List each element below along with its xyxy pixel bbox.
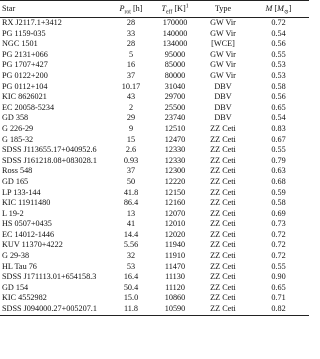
header-star: Star — [2, 3, 16, 13]
cell-rotation-period: 10.17 — [121, 81, 141, 91]
cell-effective-temperature: 12020 — [164, 229, 186, 239]
table-row — [0, 39, 309, 50]
header-effective-temperature: $T_{eff}$ $[K]^1$ — [161, 2, 189, 16]
cell-effective-temperature: 12300 — [164, 166, 186, 176]
cell-mass: 0.67 — [271, 134, 286, 144]
cell-rotation-period: 16.4 — [123, 272, 139, 282]
cell-mass: 0.72 — [271, 18, 286, 27]
cell-type: ZZ Ceti — [210, 282, 236, 292]
cell-effective-temperature: 11120 — [165, 282, 185, 292]
cell-rotation-period: 15 — [126, 134, 136, 144]
cell-effective-temperature: 11130 — [165, 272, 185, 282]
cell-effective-temperature: 12330 — [164, 155, 186, 165]
cell-effective-temperature: 12150 — [164, 187, 186, 197]
cell-type: ZZ Ceti — [210, 229, 236, 239]
table-row — [0, 230, 309, 241]
table-body — [0, 18, 309, 316]
cell-mass: 0.56 — [271, 39, 286, 49]
cell-type: ZZ Ceti — [210, 293, 236, 303]
cell-type: ZZ Ceti — [210, 134, 236, 144]
cell-rotation-period: 41 — [126, 219, 136, 229]
cell-rotation-period: 14.4 — [123, 229, 139, 239]
cell-star: PG 1159-035 — [2, 28, 46, 38]
table-row — [0, 29, 309, 40]
cell-effective-temperature: 11910 — [164, 251, 186, 261]
table-row — [0, 113, 309, 124]
cell-rotation-period: 53 — [126, 261, 136, 271]
cell-mass: 0.59 — [271, 187, 286, 197]
cell-star: HL Tau 76 — [2, 261, 37, 271]
cell-type: ZZ Ceti — [210, 208, 236, 218]
cell-star: SDSS J113655.17+040952.6 — [2, 145, 97, 155]
cell-star: G 226-29 — [2, 123, 34, 133]
cell-rotation-period: 29 — [126, 113, 136, 123]
cell-mass: 0.72 — [271, 251, 286, 261]
cell-star: PG 0112+104 — [2, 81, 48, 91]
cell-effective-temperature: 29700 — [164, 92, 186, 102]
table-row — [0, 92, 309, 103]
cell-star: KIC 4552982 — [2, 293, 47, 303]
cell-star: KIC 8626021 — [2, 92, 47, 102]
cell-star: SDSS J161218.08+083028.1 — [2, 155, 97, 165]
cell-effective-temperature: 12220 — [164, 176, 186, 186]
cell-effective-temperature: 12070 — [164, 208, 186, 218]
table-row — [0, 219, 309, 230]
cell-mass: 0.53 — [271, 70, 286, 80]
cell-rotation-period: 86.4 — [123, 198, 139, 208]
cell-mass: 0.68 — [271, 176, 286, 186]
cell-effective-temperature: 12510 — [164, 123, 186, 133]
cell-star: SDSS J094000.27+005207.1 — [2, 304, 97, 314]
cell-rotation-period: 2 — [128, 102, 134, 112]
table-row — [0, 145, 309, 156]
cell-effective-temperature: 134000 — [162, 39, 188, 49]
cell-mass: 0.83 — [271, 123, 286, 133]
cell-effective-temperature: 11470 — [164, 261, 186, 271]
table-header — [0, 1, 309, 18]
cell-rotation-period: 11.8 — [123, 304, 139, 314]
cell-star: PG 1707+427 — [2, 60, 48, 70]
cell-star: GD 154 — [2, 282, 29, 292]
cell-effective-temperature: 80000 — [164, 70, 186, 80]
cell-star: RX J2117.1+3412 — [2, 18, 62, 27]
cell-rotation-period: 33 — [126, 28, 136, 38]
table-row — [0, 71, 309, 82]
table-row — [0, 283, 309, 294]
cell-star: Ross 548 — [2, 166, 33, 176]
cell-mass: 0.65 — [271, 282, 286, 292]
cell-mass: 0.54 — [271, 113, 286, 123]
cell-rotation-period: 41.8 — [123, 187, 139, 197]
cell-mass: 0.79 — [271, 155, 286, 165]
cell-rotation-period: 37 — [126, 166, 136, 176]
cell-rotation-period: 0.93 — [123, 155, 139, 165]
cell-type: GW Vir — [210, 49, 236, 59]
cell-type: GW Vir — [210, 70, 236, 80]
cell-effective-temperature: 10860 — [164, 293, 186, 303]
cell-type: ZZ Ceti — [210, 123, 236, 133]
cell-star: EC 20058-5234 — [2, 102, 55, 112]
cell-mass: 0.90 — [271, 272, 286, 282]
cell-type: DBV — [214, 113, 232, 123]
cell-star: LP 133-144 — [2, 187, 41, 197]
cell-rotation-period: 16 — [126, 60, 136, 70]
cell-rotation-period: 28 — [126, 39, 136, 49]
cell-rotation-period: 37 — [126, 70, 136, 80]
cell-type: ZZ Ceti — [210, 166, 236, 176]
cell-star: GD 358 — [2, 113, 29, 123]
table-row — [0, 135, 309, 146]
cell-star: EC 14012-1446 — [2, 229, 55, 239]
cell-type: ZZ Ceti — [210, 251, 236, 261]
cell-rotation-period: 28 — [126, 18, 136, 27]
cell-star: GD 165 — [2, 176, 29, 186]
cell-rotation-period: 13 — [126, 208, 136, 218]
table-row — [0, 82, 309, 93]
header-row — [0, 1, 309, 18]
table-row — [0, 209, 309, 220]
cell-type: ZZ Ceti — [210, 145, 236, 155]
cell-rotation-period: 9 — [128, 123, 134, 133]
cell-mass: 0.71 — [271, 293, 286, 303]
cell-effective-temperature: 12010 — [164, 219, 186, 229]
cell-rotation-period: 32 — [126, 251, 136, 261]
cell-effective-temperature: 12330 — [164, 145, 186, 155]
cell-star: SDSS J171113.01+654158.3 — [2, 272, 97, 282]
cell-rotation-period: 50 — [126, 176, 136, 186]
cell-effective-temperature: 85000 — [164, 60, 186, 70]
table-row — [0, 50, 309, 61]
cell-mass: 0.54 — [271, 28, 286, 38]
cell-type: ZZ Ceti — [210, 176, 236, 186]
cell-mass: 0.73 — [271, 219, 286, 229]
table-row — [0, 262, 309, 273]
cell-effective-temperature: 31040 — [164, 81, 186, 91]
cell-type: ZZ Ceti — [210, 240, 236, 250]
table-row — [0, 198, 309, 209]
cell-mass: 0.58 — [271, 81, 286, 91]
cell-mass: 0.55 — [271, 145, 286, 155]
table-row — [0, 156, 309, 167]
cell-star: KIC 11911480 — [2, 198, 51, 208]
table-row — [0, 251, 309, 262]
header-type: Type — [214, 3, 232, 13]
cell-effective-temperature: 12160 — [164, 198, 186, 208]
cell-star: PG 2131+066 — [2, 49, 48, 59]
cell-effective-temperature: 140000 — [162, 28, 188, 38]
table-row — [0, 103, 309, 114]
table-row — [0, 177, 309, 188]
cell-type: ZZ Ceti — [210, 219, 236, 229]
cell-type: GW Vir — [210, 60, 236, 70]
cell-rotation-period: 2.6 — [125, 145, 137, 155]
cell-mass: 0.72 — [271, 229, 286, 239]
header-mass: M $[M_⊙]$ — [265, 3, 292, 16]
table-row — [0, 293, 309, 304]
cell-type: ZZ Ceti — [210, 304, 236, 314]
cell-type: ZZ Ceti — [210, 272, 236, 282]
table-row — [0, 166, 309, 177]
cell-star: G 185-32 — [2, 134, 34, 144]
cell-type: ZZ Ceti — [210, 261, 236, 271]
cell-rotation-period: 5 — [128, 49, 134, 59]
cell-effective-temperature: 10590 — [164, 304, 186, 314]
table-row — [0, 272, 309, 283]
table-row — [0, 240, 309, 251]
cell-type: DBV — [214, 92, 232, 102]
table-row — [0, 304, 309, 315]
cell-rotation-period: 15.0 — [123, 293, 139, 303]
cell-type: ZZ Ceti — [210, 198, 236, 208]
table-row — [0, 124, 309, 135]
cell-star: KUV 11370+4222 — [2, 240, 63, 250]
cell-type: ZZ Ceti — [210, 155, 236, 165]
table-row — [0, 18, 309, 29]
cell-mass: 0.55 — [271, 261, 286, 271]
cell-rotation-period: 50.4 — [123, 282, 139, 292]
cell-star: G 29-38 — [2, 251, 30, 261]
cell-mass: 0.72 — [271, 240, 286, 250]
cell-mass: 0.63 — [271, 166, 286, 176]
cell-mass: 0.53 — [271, 60, 286, 70]
cell-type: DBV — [214, 81, 232, 91]
cell-star: L 19-2 — [2, 208, 24, 218]
cell-effective-temperature: 12470 — [164, 134, 186, 144]
cell-mass: 0.69 — [271, 208, 286, 218]
cell-rotation-period: 5.56 — [123, 240, 139, 250]
cell-rotation-period: 43 — [126, 92, 136, 102]
cell-mass: 0.55 — [271, 49, 286, 59]
header-rotation-period: $P_{rot}$ [h] — [119, 3, 143, 16]
table-row — [0, 188, 309, 199]
cell-effective-temperature: 95000 — [164, 49, 186, 59]
cell-mass: 0.56 — [271, 92, 286, 102]
cell-type: ZZ Ceti — [210, 187, 236, 197]
cell-effective-temperature: 25500 — [164, 102, 186, 112]
cell-star: HS 0507+0435 — [2, 219, 52, 229]
cell-mass: 0.65 — [271, 102, 286, 112]
cell-star: NGC 1501 — [2, 39, 38, 49]
cell-type: [WCE] — [211, 39, 235, 49]
cell-mass: 0.82 — [271, 304, 286, 314]
cell-type: GW Vir — [210, 28, 236, 38]
cell-type: GW Vir — [210, 18, 236, 27]
cell-star: PG 0122+200 — [2, 70, 48, 80]
cell-effective-temperature: 170000 — [162, 18, 188, 27]
cell-effective-temperature: 23740 — [164, 113, 186, 123]
cell-type: DBV — [214, 102, 232, 112]
table-row — [0, 60, 309, 71]
cell-mass: 0.58 — [271, 198, 286, 208]
cell-effective-temperature: 11940 — [164, 240, 186, 250]
